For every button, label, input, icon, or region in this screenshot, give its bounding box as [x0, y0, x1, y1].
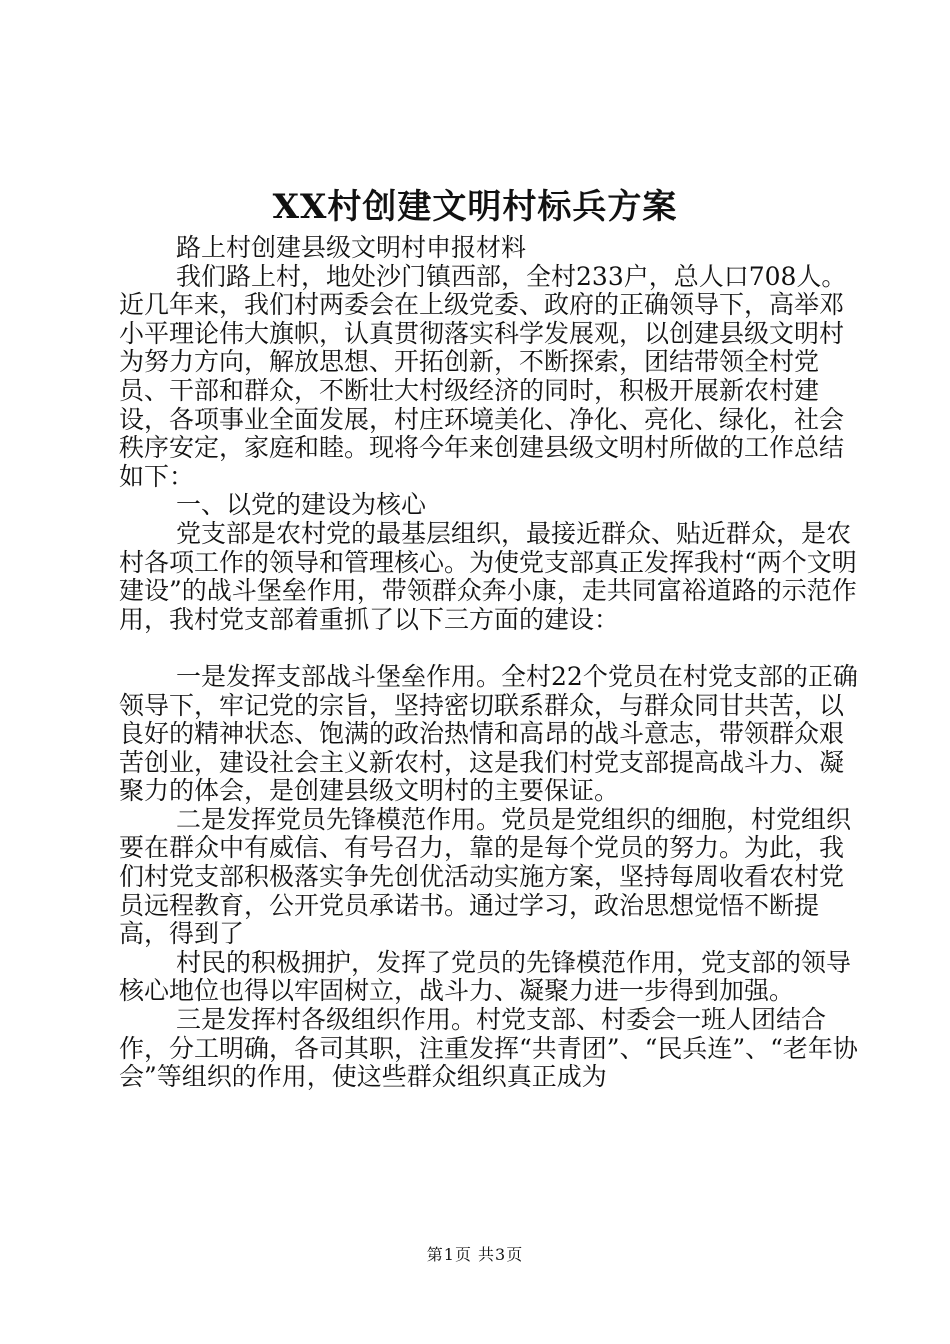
- document-body: [119, 234, 859, 1092]
- paragraph-subtitle: 路上村创建县级文明村申报材料: [176, 233, 527, 262]
- paragraph-party-branch: 党支部是农村党的最基层组织，最接近群众、贴近群众，是农村各项工作的领导和管理核心。为使党支部真正发挥我村“两个文明建设”的战斗堡垒作用，带领群众奔小康，走共同富裕道路的示范作用，我村党支部着重抓了以下三方面的建设：: [119, 518, 857, 634]
- document-title: XX村创建文明村标兵方案: [272, 187, 678, 227]
- section-heading: 一、以党的建设为核心: [176, 490, 427, 520]
- paragraph-point-two: 二是发挥党员先锋模范作用。党员是党组织的细胞，村党组织要在群众中有威信、有号召力，靠的是每个党员的努力。为此，我们村党支部积极落实争先创优活动实施方案，坚持每周收看农村党员远程教育，公开党员承诺书。通过学习，政治思想觉悟不断提高，得到了: [119, 804, 852, 949]
- blank-line: [119, 634, 859, 663]
- paragraph-point-one: 一是发挥支部战斗堡垒作用。全村22个党员在村党支部的正确领导下，牢记党的宗旨，坚持密切联系群众，与群众同甘共苦，以良好的精神状态、饱满的政治热情和高昂的战斗意志，带领群众艰苦创业，建设社会主义新农村，这是我们村党支部提高战斗力、凝聚力的体会，是创建县级文明村的主要保证。: [119, 661, 858, 806]
- paragraph-point-three: 三是发挥村各级组织作用。村党支部、村委会一班人团结合作，分工明确，各司其职，注重发挥“共青团”、“民兵连”、“老年协会”等组织的作用，使这些群众组织真正成为: [119, 1005, 858, 1092]
- paragraph-point-two-continued: 村民的积极拥护，发挥了党员的先锋模范作用，党支部的领导核心地位也得以牢固树立，战斗力、凝聚力进一步得到加强。: [119, 947, 852, 1006]
- paragraph-intro: 我们路上村，地处沙门镇西部，全村233户，总人口708人。近几年来，我们村两委会在上级党委、政府的正确领导下，高举邓小平理论伟大旗帜，认真贯彻落实科学发展观，以创建县级文明村为努力方向，解放思想、开拓创新，不断探索，团结带领全村党员、干部和群众，不断壮大村级经济的同时，积极开展新农村建设，各项事业全面发展，村庄环境美化、净化、亮化、绿化，社会秩序安定，家庭和睦。现将今年来创建县级文明村所做的工作总结如下：: [119, 261, 847, 491]
- page-footer: 第1页 共3页: [426, 1245, 524, 1264]
